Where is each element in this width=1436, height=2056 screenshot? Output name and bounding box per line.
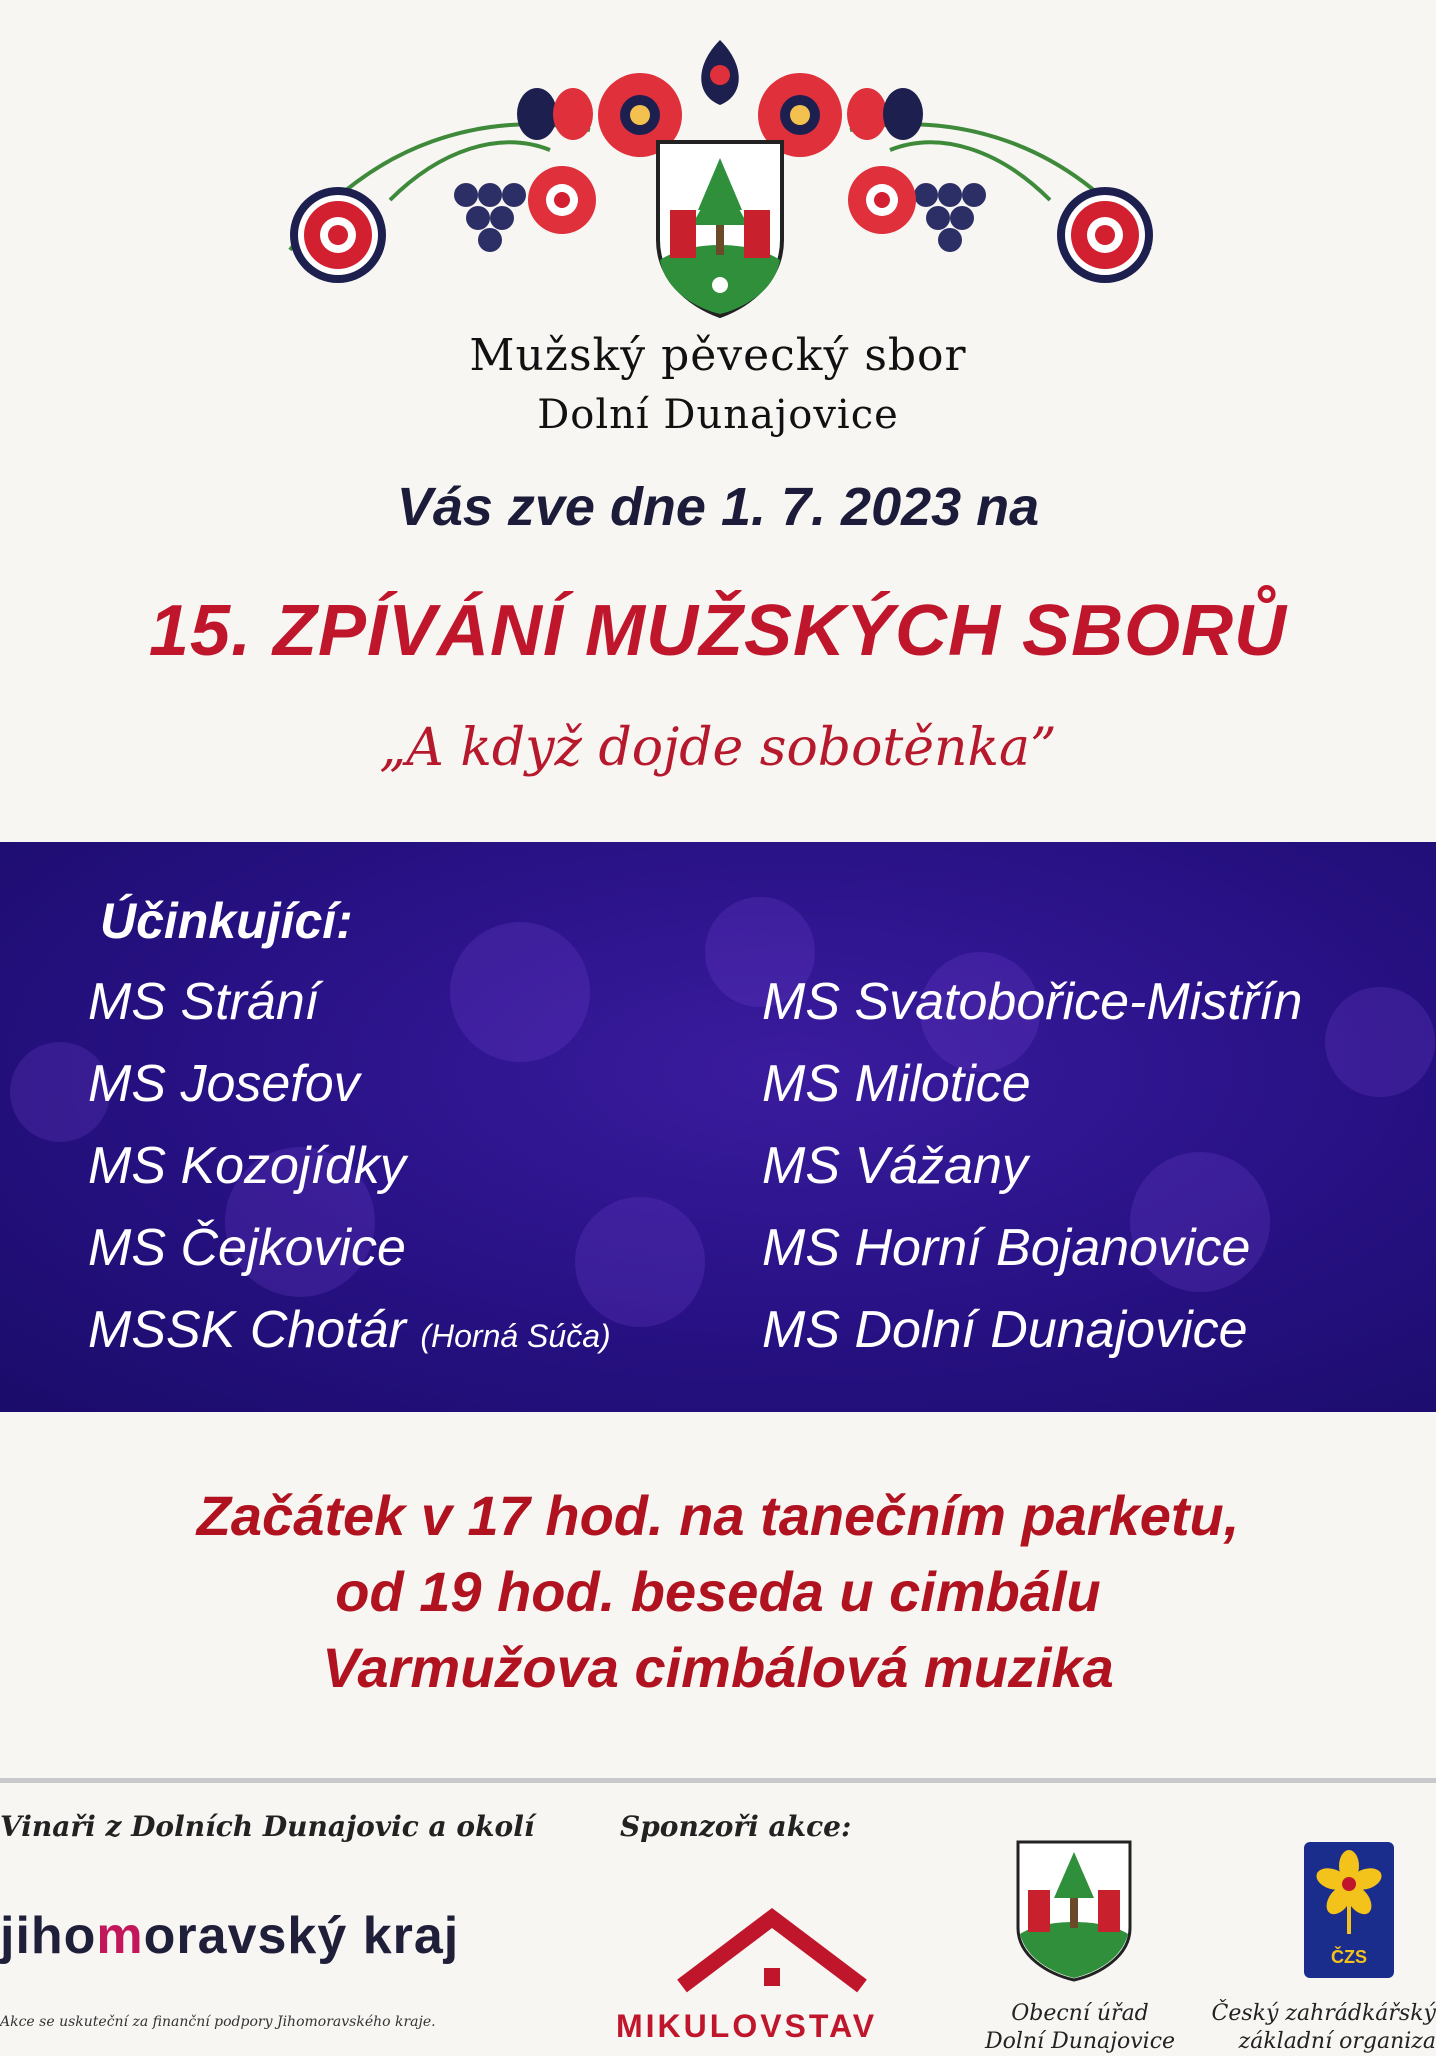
schedule-line-2: od 19 hod. beseda u cimbálu (335, 1560, 1101, 1623)
right-butterfly-icon (847, 88, 923, 140)
left-grapes-icon (454, 183, 526, 252)
czs-flower-icon (1304, 1842, 1394, 1942)
left-large-flower-icon (290, 187, 386, 283)
czs-caption-line-1: Český zahrádkářský (1211, 2001, 1436, 2026)
mikulovstav-logo-text: MIKULOVSTAV (616, 2008, 878, 2044)
top-center-bud-icon (701, 40, 739, 105)
performers-left-list (88, 970, 611, 1380)
organizer-name: Mužský pěvecký sbor (469, 330, 967, 381)
performer-item: MS Vážany (762, 1137, 1028, 1195)
performer-location-note: (Horná Súča) (420, 1318, 611, 1354)
performers-heading: Účinkující: (100, 893, 353, 949)
schedule-line-1: Začátek v 17 hod. na tanečním parketu, (196, 1484, 1240, 1547)
performer-name: MSSK Chotár (88, 1301, 406, 1359)
jihomoravsky-kraj-logo (0, 1906, 459, 1966)
invitation-date: Vás zve dne 1. 7. 2023 na (396, 477, 1040, 537)
folk-ornament-header (270, 20, 1170, 330)
mikulovstav-house-icon (672, 1906, 872, 2006)
performer-item: MS Josefov (88, 1055, 360, 1113)
event-title: 15. ZPÍVÁNÍ MUŽSKÝCH SBORŮ (148, 591, 1288, 671)
right-large-flower-icon (1057, 187, 1153, 283)
performers-panel (0, 842, 1436, 1412)
jmk-support-note: Akce se uskuteční za finanční podpory Jihomoravského kraje. (0, 2014, 436, 2030)
czs-caption-line-2: základní organiza (1238, 2029, 1436, 2054)
right-red-flower-icon (848, 166, 916, 234)
jmk-text-end: oravský kraj (143, 1907, 460, 1965)
performer-item-with-note (88, 1298, 611, 1380)
sponsors-label: Sponzoři akce: (620, 1810, 852, 1843)
winemakers-credit: Vinaři z Dolních Dunajovic a okolí (0, 1810, 535, 1843)
czs-logo (1304, 1842, 1394, 1978)
coat-of-arms-icon (658, 142, 782, 316)
jmk-text-m: m (96, 1907, 144, 1965)
performer-item: MS Kozojídky (88, 1137, 406, 1195)
left-butterfly-icon (517, 88, 593, 140)
performer-item: MS Čejkovice (88, 1219, 406, 1277)
obec-caption-line-2: Dolní Dunajovice (984, 2029, 1176, 2054)
event-subtitle: „A když dojde sobotěnka” (379, 718, 1057, 778)
performers-right-list (762, 970, 1302, 1380)
czs-badge-text: ČZS (1331, 1947, 1367, 1967)
performer-item: MS Strání (88, 973, 320, 1031)
performer-item: MS Svatobořice-Mistřín (762, 973, 1303, 1031)
organizer-town: Dolní Dunajovice (537, 392, 899, 438)
obec-caption-line-1: Obecní úřad (1011, 2001, 1149, 2026)
schedule-line-3: Varmužova cimbálová muzika (322, 1636, 1114, 1699)
jmk-text-start: jiho (0, 1907, 97, 1965)
obec-coat-of-arms-icon (1014, 1838, 1134, 1983)
performer-item: MS Horní Bojanovice (762, 1219, 1251, 1277)
left-red-flower-icon (528, 166, 596, 234)
right-grapes-icon (914, 183, 986, 252)
footer-divider (0, 1778, 1436, 1783)
performer-item: MS Milotice (762, 1055, 1031, 1113)
performer-item: MS Dolní Dunajovice (762, 1301, 1248, 1359)
